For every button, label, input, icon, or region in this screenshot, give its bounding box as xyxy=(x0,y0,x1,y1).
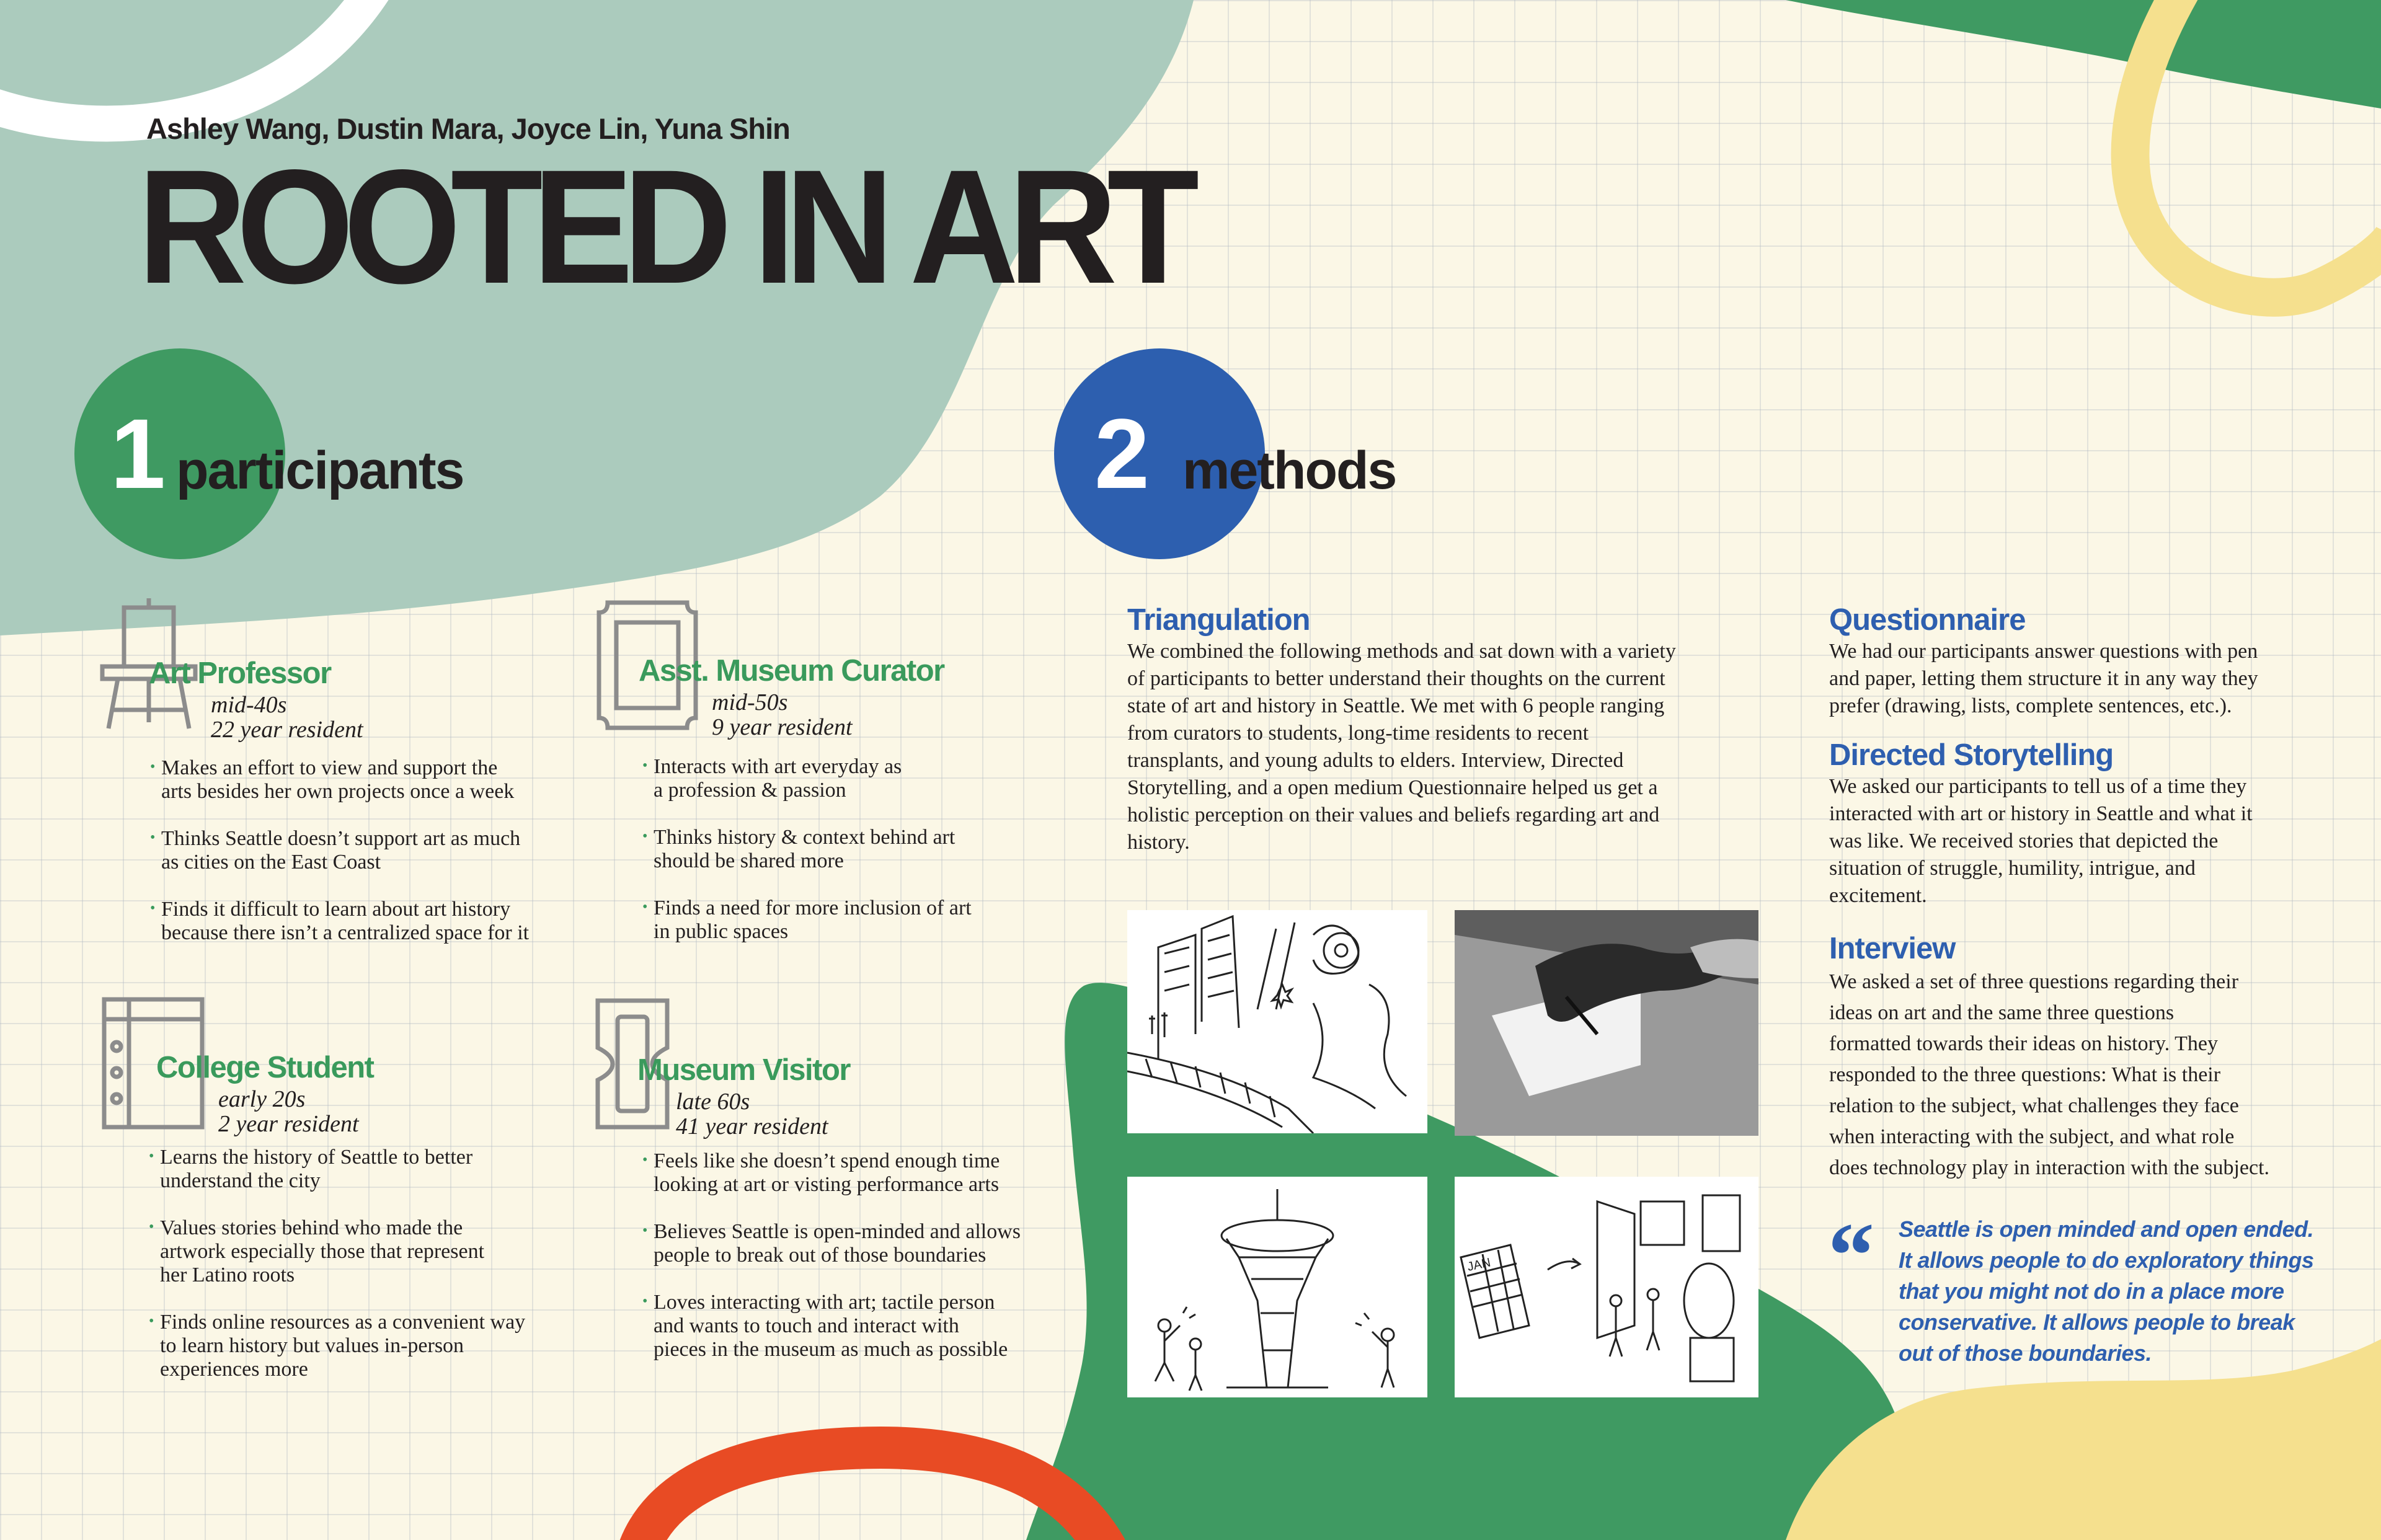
bullet-item: • Loves interacting with art; tactile person and wants to touch and interact with pieces in the museum as much as possible xyxy=(642,1291,1089,1361)
participant-name: Art Professor xyxy=(149,657,331,690)
method-heading: Triangulation xyxy=(1127,603,1310,637)
participant-age: late 60s xyxy=(676,1089,750,1115)
participant-card-art-professor xyxy=(149,658,363,742)
method-body: We had our participants answer questions with pen and paper, letting them structure it in any way they prefer (drawing, lists, complete sentences, etc.). xyxy=(1829,640,2258,717)
hands-drawing-photo xyxy=(1455,910,1758,1136)
bullet-list-museum-visitor xyxy=(642,1149,1089,1385)
method-directed-storytelling xyxy=(1829,740,2362,909)
participant-age: mid-50s xyxy=(712,689,788,715)
sketch-space-needle-photo xyxy=(1127,1177,1427,1397)
bullet-list-art-professor xyxy=(150,756,596,968)
pull-quote: Seattle is open minded and open ended. It allows people to do exploratory things that you might not do in a place more conservative. It allows people to break out of those boundaries. xyxy=(1899,1216,2314,1366)
bullet-item: • Thinks history & context behind art should be shared more xyxy=(642,826,1076,873)
bullet-item: • Values stories behind who made the artwork especially those that represent her Latino roots xyxy=(149,1216,595,1287)
participant-card-museum-visitor xyxy=(637,1055,850,1139)
method-questionnaire xyxy=(1829,605,2362,720)
section-number-participants: 1 xyxy=(110,398,166,509)
method-body: We combined the following methods and sat down with a variety of participants to better understand their thoughts on the current state of art and history in Seattle. We met with 6 people ranging from curators to students, long-time residents to recent transplants, and young adults to elders. Interview, Directed Storytelling, and a open medium Questionnaire helped us get a holistic perception on their values and beliefs regarding art and history. xyxy=(1127,640,1676,854)
participant-card-asst-museum-curator xyxy=(639,656,944,740)
participant-residency: 2 year resident xyxy=(218,1111,359,1137)
method-heading: Directed Storytelling xyxy=(1829,738,2114,772)
bullet-item: • Learns the history of Seattle to better understand the city xyxy=(149,1146,595,1193)
participant-card-college-student xyxy=(156,1053,373,1136)
bullet-item: • Feels like she doesn’t spend enough time looking at art or visting performance arts xyxy=(642,1149,1089,1197)
participant-residency: 9 year resident xyxy=(712,714,853,740)
participant-age: early 20s xyxy=(218,1086,306,1112)
sketch-city-photo xyxy=(1127,910,1427,1133)
calendar-label: JAN xyxy=(1466,1255,1492,1274)
bullet-item: • Interacts with art everyday as a profession & passion xyxy=(642,755,1076,802)
method-heading: Questionnaire xyxy=(1829,603,2026,637)
section-number-methods: 2 xyxy=(1094,398,1150,509)
method-body: We asked a set of three questions regarding their ideas on art and the same three questions formatted towards their ideas on history. They responded to the three questions: What is their relation to the subject, what challenges they face when interacting with the subject, and what role does technology play in interaction with the subject. xyxy=(1829,970,2270,1179)
bullet-item: • Believes Seattle is open-minded and allows people to break out of those boundaries xyxy=(642,1220,1089,1267)
participant-residency: 41 year resident xyxy=(676,1113,828,1140)
method-heading: Interview xyxy=(1829,932,1956,965)
yellow-bottom-blob xyxy=(1786,1339,2381,1540)
participant-age: mid-40s xyxy=(211,692,287,718)
participant-name: College Student xyxy=(156,1051,374,1084)
bullet-item: • Makes an effort to view and support the arts besides her own projects once a week xyxy=(150,756,596,803)
bullet-item: • Finds a need for more inclusion of art in public spaces xyxy=(642,896,1076,944)
poster-title: ROOTED IN ART xyxy=(138,136,1189,317)
method-interview xyxy=(1829,934,2362,1184)
participant-name: Museum Visitor xyxy=(637,1053,850,1087)
bullet-item: • Finds online resources as a convenient way to learn history but values in-person experiences more xyxy=(149,1311,595,1381)
method-body: We asked our participants to tell us of a time they interacted with art or history in Seattle and what it was like. We received stories that depicted the situation of struggle, humility, intrigue, and excitement. xyxy=(1829,775,2253,907)
section-label-methods: methods xyxy=(1182,441,1396,500)
authors: Ashley Wang, Dustin Mara, Joyce Lin, Yuna Shin xyxy=(146,112,790,145)
bullet-list-college-student xyxy=(149,1146,595,1405)
bullet-item: • Thinks Seattle doesn’t support art as much as cities on the East Coast xyxy=(150,827,596,874)
method-triangulation xyxy=(1127,605,1747,856)
participant-residency: 22 year resident xyxy=(211,717,363,743)
bullet-item: • Finds it difficult to learn about art history because there isn’t a centralized space for it xyxy=(150,898,596,945)
green-top-right-blob xyxy=(1786,0,2381,108)
bullet-list-asst-museum-curator xyxy=(642,755,1076,967)
quote-mark-icon: “ xyxy=(1828,1204,1874,1307)
participant-name: Asst. Museum Curator xyxy=(639,654,944,688)
sketch-calendar-photo xyxy=(1455,1177,1758,1397)
section-label-participants: participants xyxy=(176,441,464,500)
